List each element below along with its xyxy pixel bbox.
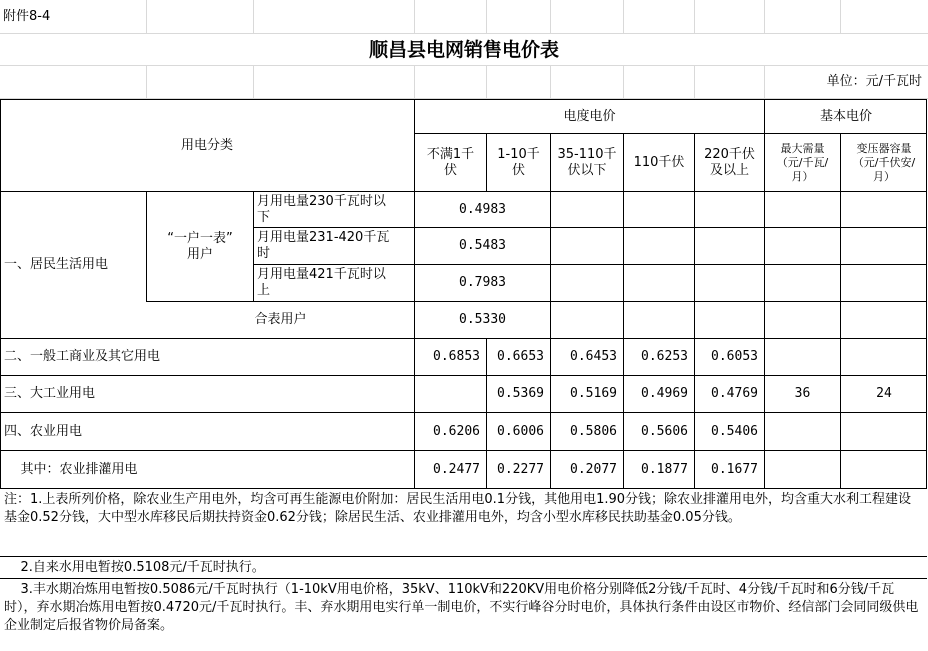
large-industry-price-under-1kv xyxy=(415,376,486,412)
agriculture-price-220kv: 0.5406 xyxy=(711,423,758,439)
unit-label: 单位：元/千瓦时 xyxy=(826,74,922,89)
agriculture-label: 四、农业用电 xyxy=(4,423,83,439)
large-industry-label: 三、大工业用电 xyxy=(4,386,96,401)
irrigation-price-220kv: 0.1677 xyxy=(711,461,758,477)
irrigation-price-under-1kv: 0.2477 xyxy=(433,461,480,477)
agriculture-price-1-10kv: 0.6006 xyxy=(497,423,544,439)
large-industry-max-demand: 36 xyxy=(794,386,811,401)
agriculture-price-under-1kv: 0.6206 xyxy=(433,423,480,439)
commercial-price-110kv: 0.6253 xyxy=(641,349,688,364)
commercial-price-220kv: 0.6053 xyxy=(711,349,758,364)
kwh-price-header: 电度电价 xyxy=(563,108,616,124)
tier-1-label: 月用电量230千瓦时以 下 xyxy=(257,193,386,225)
large-industry-price-220kv: 0.4769 xyxy=(711,386,758,401)
irrigation-label: 其中：农业排灌用电 xyxy=(4,461,138,477)
max-demand-header: 最大需量 （元/千瓦/ 月） xyxy=(776,141,829,183)
voltage-header-35-110kv: 35-110千 伏以下 xyxy=(557,146,617,178)
commercial-price-1-10kv: 0.6653 xyxy=(497,349,544,364)
irrigation-price-1-10kv: 0.2277 xyxy=(497,461,544,477)
residential-label: 一、居民生活用电 xyxy=(4,257,109,272)
shared-meter-price: 0.5330 xyxy=(459,312,506,327)
commercial-label: 二、一般工商业及其它用电 xyxy=(4,349,161,364)
page-title: 顺昌县电网销售电价表 xyxy=(368,38,559,61)
note-3: 3.丰水期冶炼用电暂按0.5086元/千瓦时执行（1-10kV用电价格，35kV、110kV和220KV用电价格分别降低2分钱/千瓦时、4分钱/千瓦时和6分钱/千瓦时），弃水期冶炼用电暂按0.4720元/千瓦时执行。丰、弃水期用电实行单一制电价，不实行峰谷分时电价，具体执行条件由设区市物价、经信部门会同同级供电企业制定后报省物价局备案。 xyxy=(4,582,919,633)
tier-2-price: 0.5483 xyxy=(459,238,506,253)
irrigation-price-35-110kv: 0.2077 xyxy=(570,461,617,477)
large-industry-price-1-10kv: 0.5369 xyxy=(497,386,544,401)
large-industry-transformer-capacity: 24 xyxy=(876,386,892,401)
one-meter-household-label: “一户一表” 用户 xyxy=(167,230,233,262)
voltage-header-1-10kv: 1-10千 伏 xyxy=(497,146,540,178)
attachment-label: 附件8-4 xyxy=(3,8,51,24)
voltage-header-under-1kv: 不满1千 伏 xyxy=(426,146,475,178)
shared-meter-label: 合表用户 xyxy=(254,312,307,327)
note-1: 注：1.上表所列价格，除农业生产用电外，均含可再生能源电价附加：居民生活用电0.1分钱，其他用电1.90分钱；除农业排灌用电外，均含重大水利工程建设基金0.52分钱，大中型水库移民后期扶持资金0.62分钱；除居民生活、农业排灌用电外，均含小型水库移民扶助基金0.05分钱。 xyxy=(4,492,912,525)
transformer-capacity-header: 变压器容量 （元/千伏安/ 月） xyxy=(852,141,916,183)
tier-1-price: 0.4983 xyxy=(459,201,506,217)
category-header: 用电分类 xyxy=(180,137,233,153)
agriculture-price-110kv: 0.5606 xyxy=(641,423,688,439)
agriculture-price-35-110kv: 0.5806 xyxy=(570,423,617,439)
large-industry-price-35-110kv: 0.5169 xyxy=(570,386,617,401)
commercial-price-35-110kv: 0.6453 xyxy=(570,349,617,364)
basic-price-header: 基本电价 xyxy=(819,108,872,124)
large-industry-price-110kv: 0.4969 xyxy=(641,386,688,401)
tier-3-label: 月用电量421千瓦时以 上 xyxy=(257,267,386,298)
voltage-header-110kv: 110千伏 xyxy=(633,154,685,170)
commercial-price-under-1kv: 0.6853 xyxy=(433,349,480,364)
note-2: 2.自来水用电暂按0.5108元/千瓦时执行。 xyxy=(4,560,265,575)
tier-3-price: 0.7983 xyxy=(459,275,506,290)
voltage-header-220kv: 220千伏 及以上 xyxy=(704,146,755,178)
tier-2-label: 月用电量231-420千瓦 时 xyxy=(257,230,390,261)
irrigation-price-110kv: 0.1877 xyxy=(641,461,688,477)
